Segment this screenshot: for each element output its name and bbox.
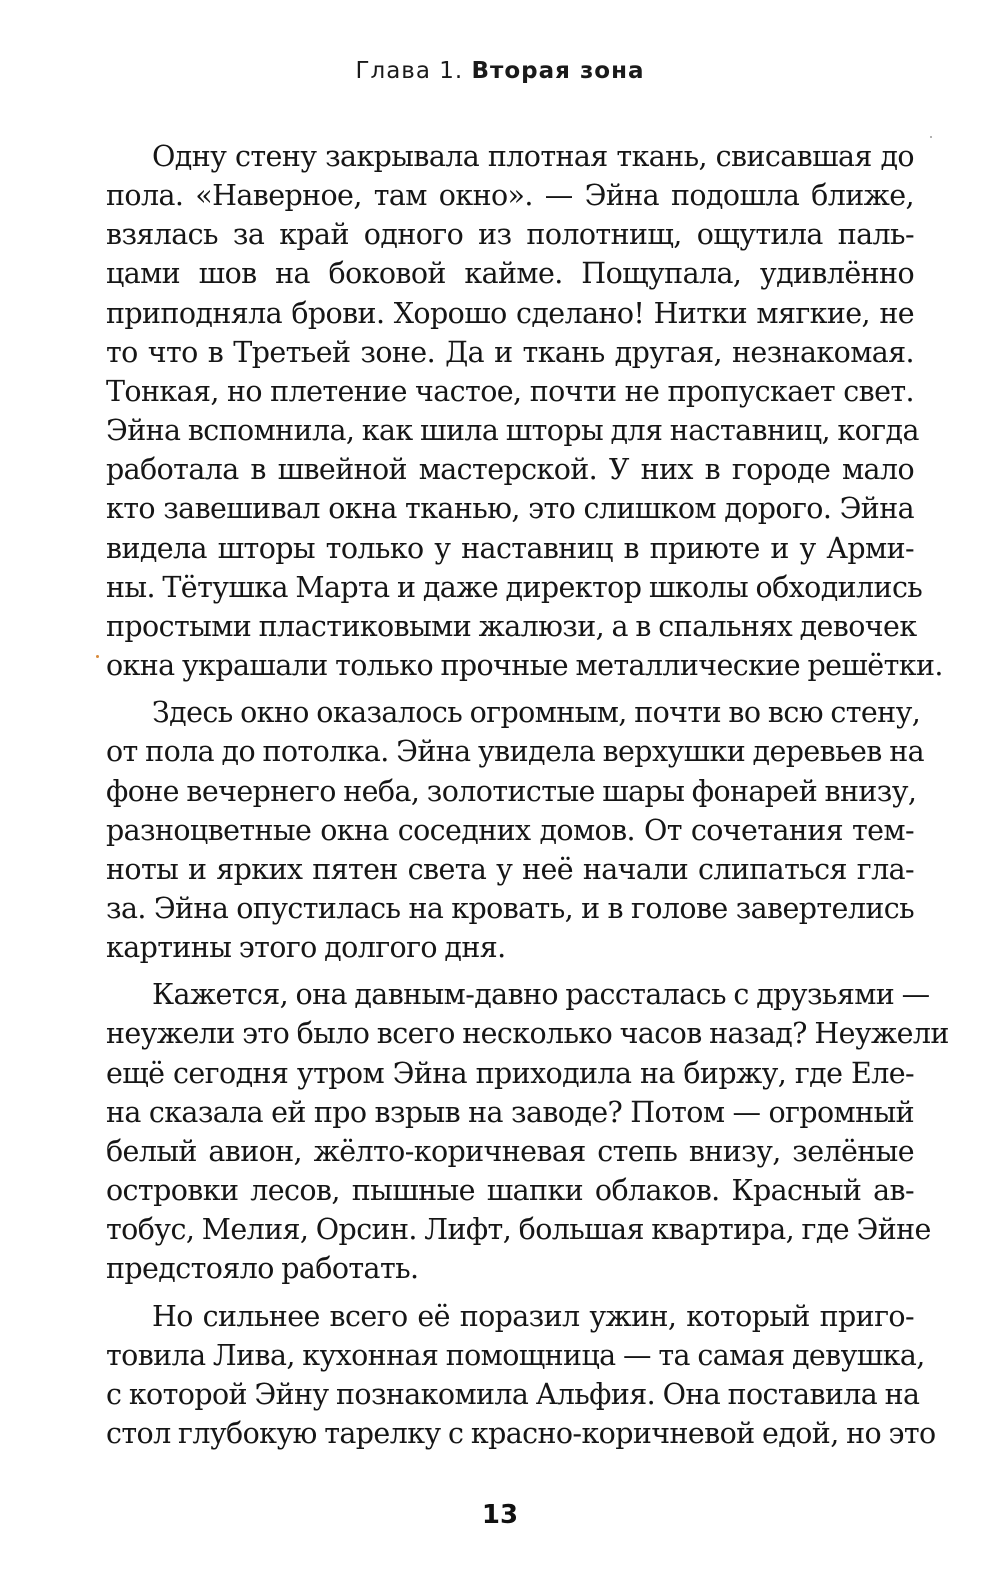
paper-speck bbox=[930, 136, 932, 138]
text-line: работала в швейной мастерской. У них в городе мало bbox=[106, 453, 914, 487]
text-line: простыми пластиковыми жалюзи, а в спальнях девочек bbox=[106, 609, 917, 643]
text-line: то что в Третьей зоне. Да и ткань другая, незнакомая. bbox=[106, 335, 914, 369]
text-line: ны. Тётушка Марта и даже директор школы обходились bbox=[106, 570, 923, 604]
paragraph bbox=[106, 1297, 936, 1454]
text-line: на сказала ей про взрыв на заводе? Потом — огромный bbox=[106, 1095, 914, 1129]
text-line: картины этого долгого дня. bbox=[106, 931, 506, 965]
text-line: Эйна вспомнила, как шила шторы для наставниц, когда bbox=[106, 414, 919, 448]
text-line: окна украшали только прочные металлические решётки. bbox=[106, 649, 943, 683]
text-line: ноты и ярких пятен света у неё начали слипаться гла- bbox=[106, 852, 914, 886]
paragraph bbox=[106, 975, 949, 1288]
text-line: от пола до потолка. Эйна увидела верхушки деревьев на bbox=[106, 735, 924, 769]
text-line: тобус, Мелия, Орсин. Лифт, большая квартира, где Эйне bbox=[106, 1213, 931, 1247]
text-line: Кажется, она давным-давно рассталась с друзьями — bbox=[152, 978, 930, 1012]
running-head bbox=[0, 58, 1000, 84]
text-line: за. Эйна опустилась на кровать, и в голове завертелись bbox=[106, 891, 914, 925]
text-line: цами шов на боковой кайме. Пощупала, удивлённо bbox=[106, 257, 914, 291]
text-line: с которой Эйну познакомила Альфия. Она поставила на bbox=[106, 1377, 920, 1411]
text-line: фоне вечернего неба, золотистые шары фонарей внизу, bbox=[106, 774, 917, 808]
text-line: кто завешивал окна тканью, это слишком дорого. Эйна bbox=[106, 492, 914, 526]
text-line: Одну стену закрывала плотная ткань, свисавшая до bbox=[152, 140, 914, 173]
text-line: белый авион, жёлто-коричневая степь внизу, зелёные bbox=[106, 1134, 914, 1168]
text-line: Здесь окно оказалось огромным, почти во всю стену, bbox=[152, 696, 921, 730]
body-text bbox=[106, 137, 949, 1461]
text-line: островки лесов, пышные шапки облаков. Красный ав- bbox=[106, 1174, 914, 1208]
chapter-label: Глава 1. bbox=[355, 58, 472, 84]
text-line: приподняла брови. Хорошо сделано! Нитки мягкие, не bbox=[106, 296, 914, 330]
text-line: взялась за край одного из полотнищ, ощутила паль- bbox=[106, 218, 914, 252]
chapter-title: Вторая зона bbox=[471, 58, 645, 84]
paragraph bbox=[106, 137, 943, 685]
text-line: разноцветные окна соседних домов. От сочетания тем- bbox=[106, 813, 914, 847]
text-line: предстояло работать. bbox=[106, 1252, 419, 1286]
text-line: товила Лива, кухонная помощница — та самая девушка, bbox=[106, 1338, 925, 1372]
page-number: 13 bbox=[481, 1500, 519, 1530]
text-line: Но сильнее всего её поразил ужин, который приго- bbox=[152, 1299, 914, 1333]
text-line: видела шторы только у наставниц в приюте и у Арми- bbox=[106, 531, 914, 565]
text-line: Тонкая, но плетение частое, почти не пропускает свет. bbox=[106, 374, 914, 408]
paper-speck bbox=[96, 655, 99, 658]
text-line: стол глубокую тарелку с красно-коричневой едой, но это bbox=[106, 1417, 936, 1450]
text-line: ещё сегодня утром Эйна приходила на биржу, где Еле- bbox=[106, 1056, 914, 1090]
text-line: пола. «Наверное, там окно». — Эйна подошла ближе, bbox=[106, 179, 914, 213]
text-line: неужели это было всего несколько часов назад? Неужели bbox=[106, 1017, 949, 1051]
paragraph bbox=[106, 693, 924, 967]
